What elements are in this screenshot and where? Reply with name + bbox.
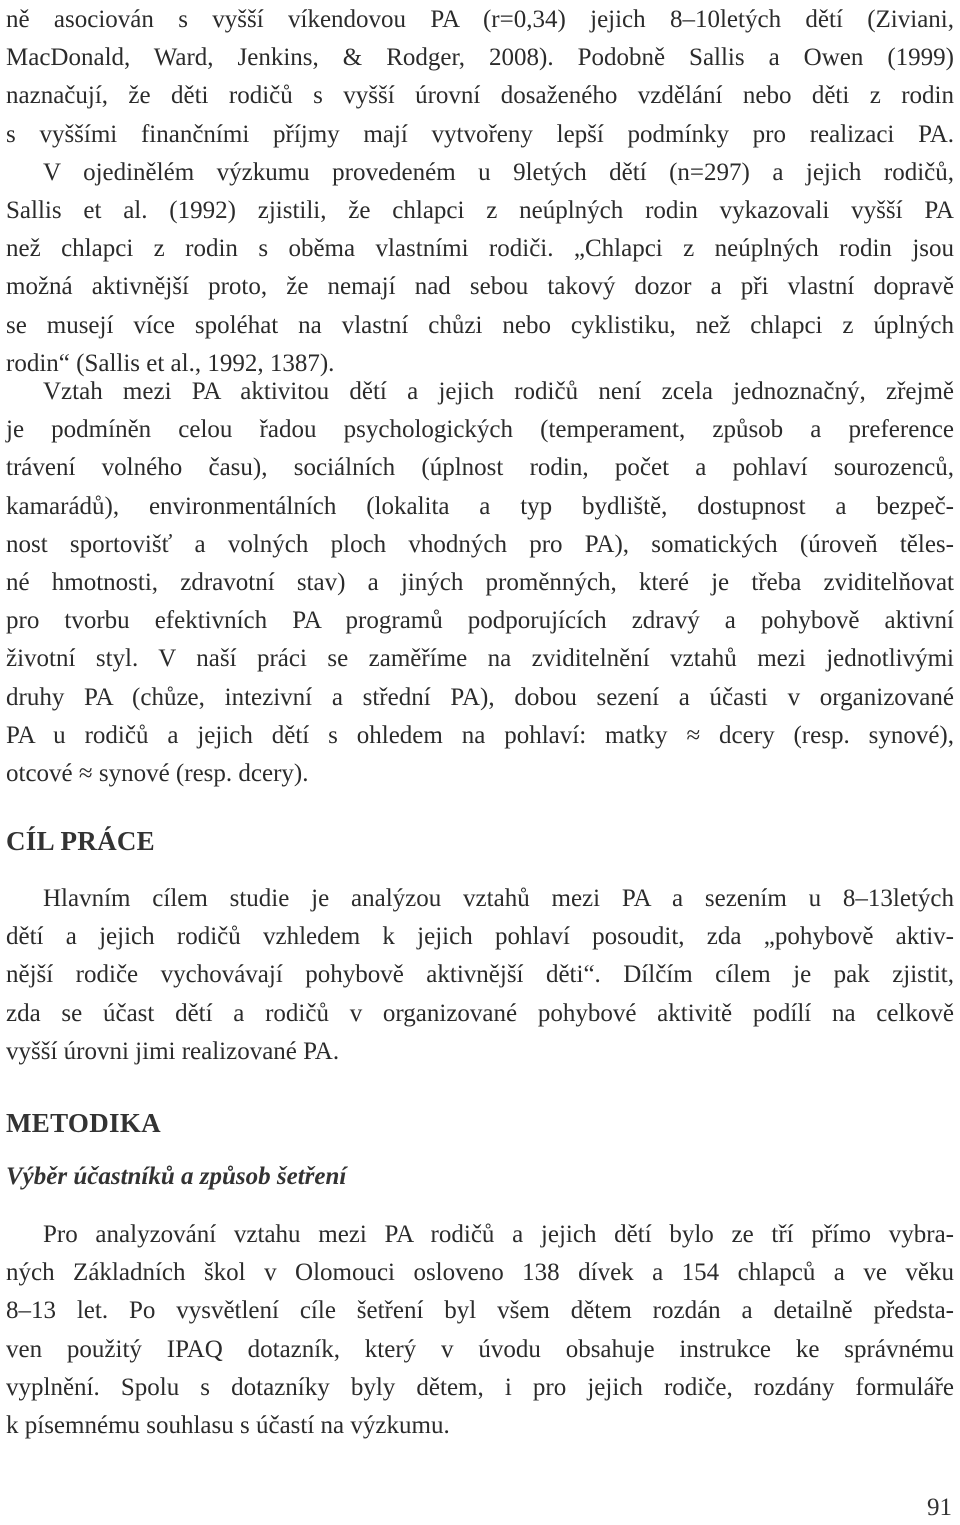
text-line: Pro analyzování vztahu mezi PA rodičů a jejich dětí bylo ze tří přímo vybra- — [43, 1221, 954, 1248]
text-line: PA u rodičů a jejich dětí s ohledem na pohlaví: matky ≈ dcery (resp. synové), — [6, 721, 954, 749]
page-number: 91 — [927, 1494, 952, 1521]
section-heading-goal: CÍL PRÁCE — [6, 826, 155, 856]
text-line: Hlavním cílem studie je analýzou vztahů mezi PA a sezením u 8–13letých — [43, 885, 954, 912]
text-line: trávení volného času), sociálních (úplnost rodin, počet a pohlaví sourozenců, — [6, 454, 954, 482]
text-line: né hmotnosti, zdravotní stav) a jiných proměnných, které je třeba zviditelňovat — [6, 569, 954, 597]
text-line: vyplnění. Spolu s dotazníky byly dětem, i pro jejich rodiče, rozdány formuláře — [6, 1373, 954, 1401]
text-line: druhy PA (chůze, intezivní a střední PA), dobou sezení a účasti v organizované — [6, 683, 954, 711]
text-line: V ojedinělém výzkumu provedeném u 9letých dětí (n=297) a jejich rodičů, — [43, 158, 954, 186]
text-line: kamarádů), environmentálních (lokalita a typ bydliště, dostupnost a bezpeč- — [6, 492, 954, 520]
text-line: je podmíněn celou řadou psychologických (temperament, způsob a preference — [6, 416, 954, 444]
text-line: vyšší úrovni jimi realizované PA. — [6, 1037, 340, 1065]
text-line: rodin“ (Sallis et al., 1992, 1387). — [6, 349, 335, 377]
section-subheading: Výběr účastníků a způsob šetření — [6, 1163, 347, 1190]
text-line: pro tvorbu efektivních PA programů podporujících zdravý a pohybově aktivní — [6, 607, 954, 635]
text-line: s vyššími finančními příjmy mají vytvořeny lepší podmínky pro realizaci PA. — [6, 120, 954, 148]
text-line: nost sportovišť a volných ploch vhodných pro PA), somatických (úroveň těles- — [6, 530, 954, 558]
text-line: otcové ≈ synové (resp. dcery). — [6, 760, 309, 788]
section-heading-method: METODIKA — [6, 1108, 161, 1138]
paragraph-goal — [6, 880, 954, 1071]
paragraph-method — [6, 1216, 954, 1445]
text-line: nější rodiče vychovávají pohybově aktivnější děti“. Dílčím cílem je pak zjistit, — [6, 961, 954, 989]
paragraph-1 — [6, 1, 954, 383]
text-line: naznačují, že děti rodičů s vyšší úrovní dosaženého vzdělání nebo děti z rodin — [6, 82, 954, 110]
paragraph-2 — [6, 373, 954, 793]
text-line: Vztah mezi PA aktivitou dětí a jejich rodičů není zcela jednoznačný, zřejmě — [43, 378, 954, 405]
text-line: možná aktivnější proto, že nemají nad sebou takový dozor a při vlastní dopravě — [6, 273, 954, 301]
text-line: k písemnému souhlasu s účastí na výzkumu. — [6, 1412, 450, 1440]
text-line: ven použitý IPAQ dotazník, který v úvodu obsahuje instrukce ke správnému — [6, 1335, 954, 1363]
text-line: MacDonald, Ward, Jenkins, & Rodger, 2008). Podobně Sallis a Owen (1999) — [6, 44, 954, 72]
text-line: životní styl. V naší práci se zaměříme na zviditelnění vztahů mezi jednotlivými — [6, 645, 954, 673]
text-line: dětí a jejich rodičů vzhledem k jejich pohlaví posoudit, zda „pohybově aktiv- — [6, 923, 954, 951]
text-line: se musejí více spoléhat na vlastní chůzi nebo cyklistiku, než chlapci z úplných — [6, 311, 954, 339]
text-line: než chlapci z rodin s oběma vlastními rodiči. „Chlapci z neúplných rodin jsou — [6, 235, 954, 263]
text-line: ných Základních škol v Olomouci osloveno 138 dívek a 154 chlapců a ve věku — [6, 1259, 954, 1287]
text-line: 8–13 let. Po vysvětlení cíle šetření byl všem dětem rozdán a detailně předsta- — [6, 1297, 954, 1325]
text-line: Sallis et al. (1992) zjistili, že chlapci z neúplných rodin vykazovali vyšší PA — [6, 197, 954, 225]
text-line: zda se účast dětí a rodičů v organizované pohybové aktivitě podílí na celkově — [6, 999, 954, 1027]
text-line: ně asociován s vyšší víkendovou PA (r=0,34) jejich 8–10letých dětí (Ziviani, — [6, 6, 954, 33]
